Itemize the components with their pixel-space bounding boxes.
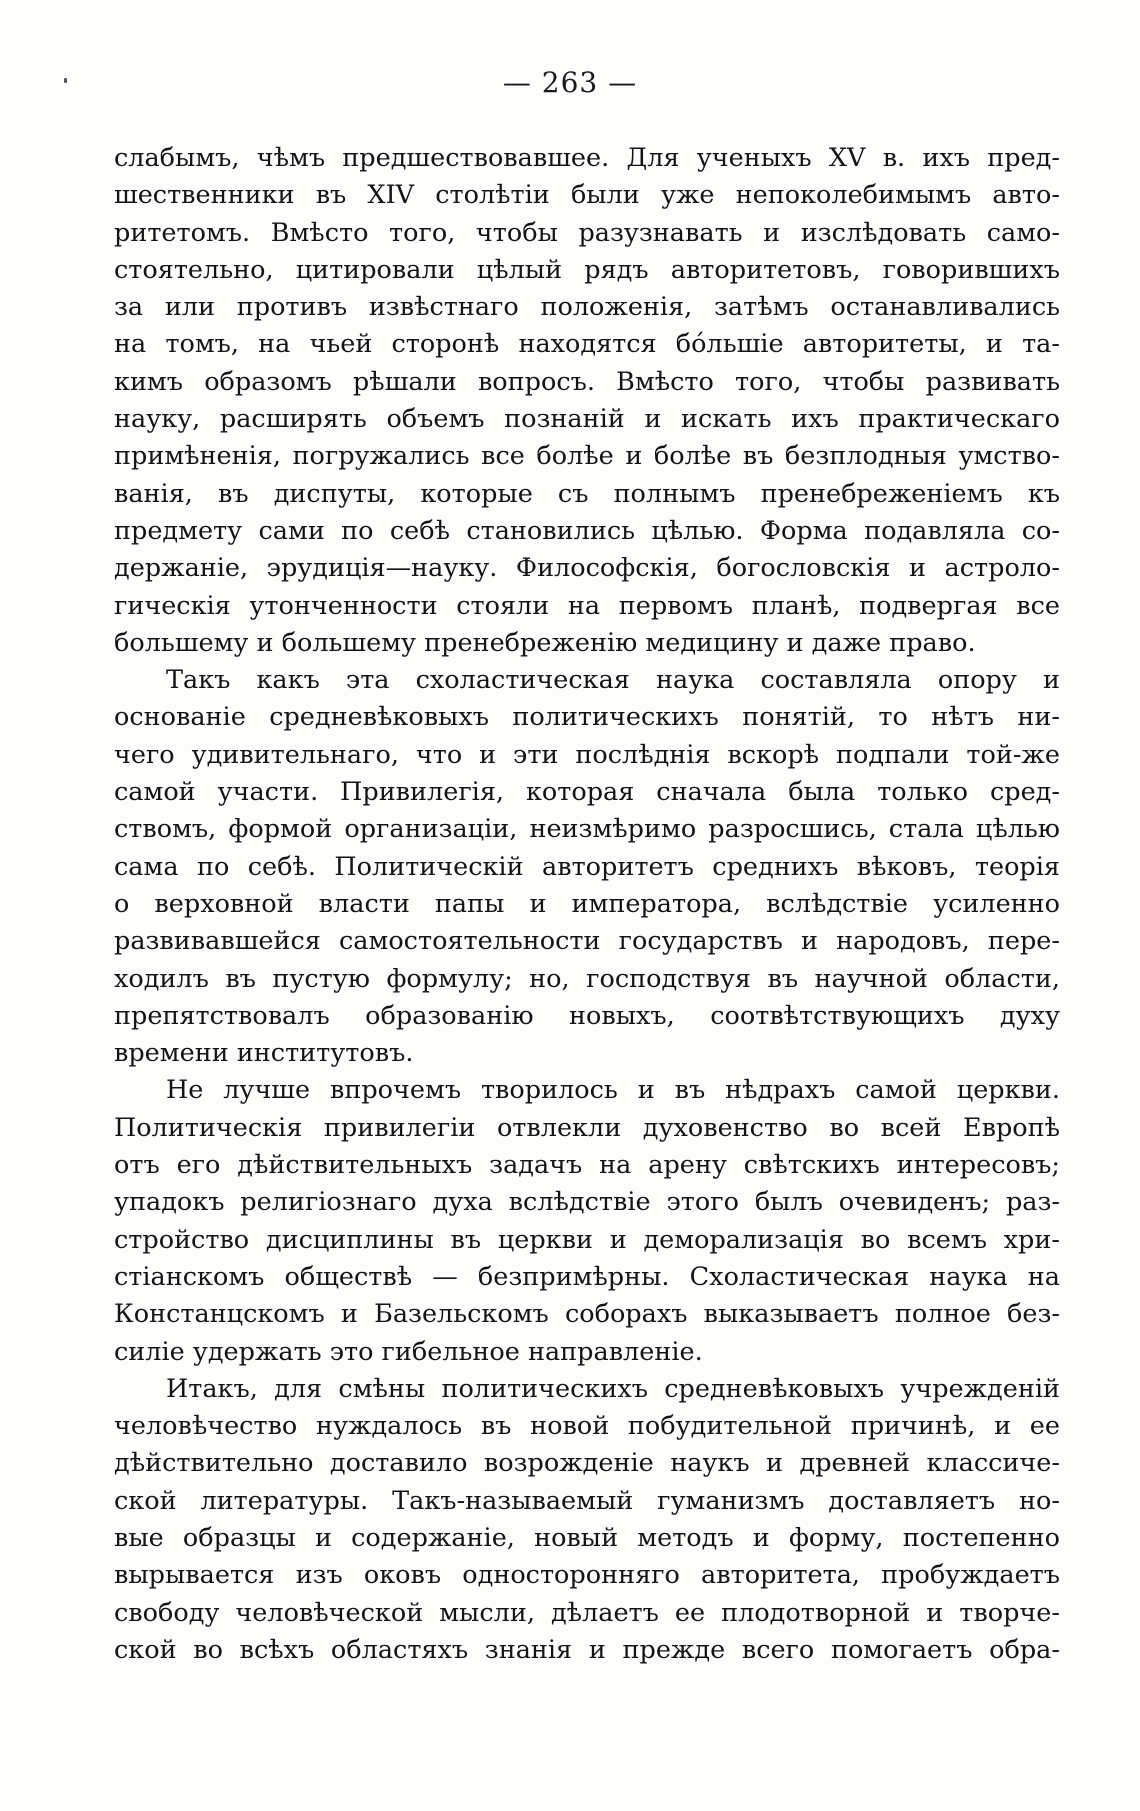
text-line: ской литературы. Такъ-называемый гуманизмъ доставляетъ но- (114, 1485, 1060, 1516)
text-line: отъ его дѣйствительныхъ задачъ на арену свѣтскихъ интересовъ; (114, 1150, 1060, 1181)
text-line: шественники въ XIV столѣтіи были уже непоколебимымъ авто- (114, 180, 1060, 211)
text-line: стройство дисциплины въ церкви и деморализація во всемъ хри- (114, 1224, 1060, 1255)
text-line: слабымъ, чѣмъ предшествовавшее. Для ученыхъ XV в. ихъ пред- (114, 143, 1060, 173)
text-line: препятствовалъ образованію новыхъ, соотвѣтствующихъ духу (114, 1000, 1060, 1031)
text-line: предмету сами по себѣ становились цѣлью. Форма подавляла со- (114, 515, 1060, 546)
text-line: примѣненія, погружались все болѣе и болѣе въ безплодныя умство- (114, 441, 1060, 472)
text-line: основаніе средневѣковыхъ политическихъ понятій, то нѣтъ ни- (114, 702, 1060, 733)
text-line: стіанскомъ обществѣ — безпримѣрны. Схоластическая наука на (114, 1261, 1060, 1292)
text-line: о верховной власти папы и императора, вслѣдствіе усиленно (114, 888, 1060, 919)
text-line: Такъ какъ эта схоластическая наука составляла опору и (166, 665, 1060, 696)
text-line: развивавшейся самостоятельности государствъ и народовъ, пере- (114, 926, 1060, 957)
body-text (114, 140, 1060, 1669)
text-line: вырывается изъ оковъ односторонняго авторитета, пробуждаетъ (114, 1560, 1060, 1591)
paragraph-1 (114, 140, 1060, 662)
text-line: времени институтовъ. (114, 1038, 414, 1069)
text-line: ской во всѣхъ областяхъ знанія и прежде всего помогаетъ обра- (114, 1634, 1060, 1665)
text-line: кимъ образомъ рѣшали вопросъ. Вмѣсто того, чтобы развивать (114, 366, 1060, 397)
text-line: ритетомъ. Вмѣсто того, чтобы разузнавать и изслѣдовать само- (114, 217, 1060, 248)
text-line: науку, расширять объемъ познаній и искать ихъ практическаго (114, 404, 1060, 435)
page-number: — 263 — (502, 66, 638, 99)
text-line: ходилъ въ пустую формулу; но, господствуя въ научной области, (114, 963, 1060, 994)
paragraph-3 (114, 1072, 1060, 1370)
text-line: силіе удержать это гибельное направленіе. (114, 1336, 703, 1367)
paragraph-4 (114, 1371, 1060, 1669)
text-line: большему и большему пренебреженію медицину и даже право. (114, 627, 976, 658)
text-line: гическія утонченности стояли на первомъ планѣ, подвергая все (114, 590, 1060, 621)
text-line: держаніе, эрудиція—науку. Философскія, богословскія и астроло- (114, 553, 1060, 584)
text-line: Политическія привилегіи отвлекли духовенство во всей Европѣ (114, 1112, 1060, 1143)
text-line: Итакъ, для смѣны политическихъ средневѣковыхъ учрежденій (166, 1373, 1060, 1404)
text-line: за или противъ извѣстнаго положенія, затѣмъ останавливались (114, 292, 1060, 323)
text-line: свободу человѣческой мысли, дѣлаетъ ее плодотворной и творче- (114, 1597, 1060, 1628)
text-line: Констанцскомъ и Базельскомъ соборахъ выказываетъ полное без- (114, 1299, 1060, 1330)
text-line: самой участи. Привилегія, которая сначала была только сред- (114, 777, 1060, 808)
text-line: Не лучше впрочемъ творилось и въ нѣдрахъ самой церкви. (166, 1075, 1060, 1106)
paragraph-2 (114, 662, 1060, 1072)
text-line: стоятельно, цитировали цѣлый рядъ авторитетовъ, говорившихъ (114, 254, 1060, 285)
text-line: сама по себѣ. Политическій авторитетъ среднихъ вѣковъ, теорія (114, 851, 1060, 882)
text-line: вые образцы и содержаніе, новый методъ и форму, постепенно (114, 1522, 1060, 1553)
text-line: упадокъ религіознаго духа вслѣдствіе этого былъ очевиденъ; раз- (114, 1187, 1060, 1218)
text-line: на томъ, на чьей сторонѣ находятся бóльшіе авторитеты, и та- (114, 329, 1060, 360)
text-line: ванія, въ диспуты, которые съ полнымъ пренебреженіемъ къ (114, 478, 1060, 509)
text-line: ствомъ, формой организаціи, неизмѣримо разросшись, стала цѣлью (114, 814, 1060, 845)
text-line: чего удивительнаго, что и эти послѣднія вскорѣ подпали той-же (114, 739, 1060, 770)
text-line: человѣчество нуждалось въ новой побудительной причинѣ, и ее (114, 1411, 1060, 1442)
text-line: дѣйствительно доставило возрожденіе наукъ и древней классиче- (114, 1448, 1060, 1479)
